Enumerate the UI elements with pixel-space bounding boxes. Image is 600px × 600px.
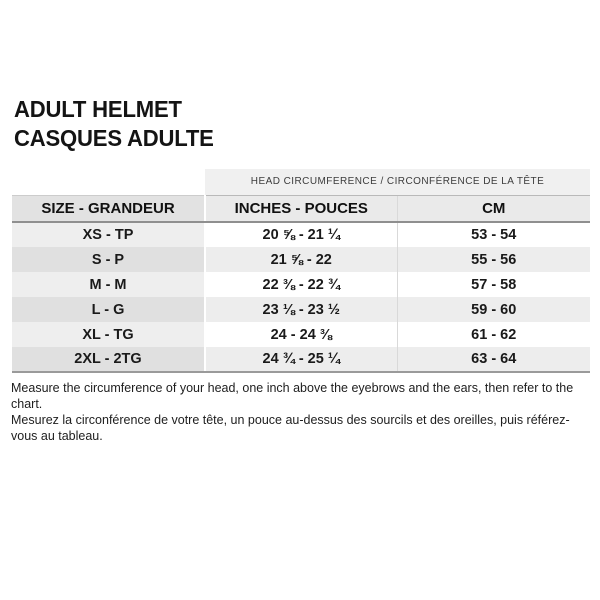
cm-value: 53 - 54 — [397, 222, 590, 247]
size-chart-table — [12, 169, 590, 373]
head-circumference-banner: HEAD CIRCUMFERENCE / CIRCONFÉRENCE DE LA TÊTE — [205, 169, 590, 195]
size-label: XS - TP — [12, 222, 205, 247]
cm-value: 59 - 60 — [397, 297, 590, 322]
table-row-s — [12, 247, 590, 272]
inches-value: 22 ⅜ - 22 ¾ — [205, 272, 397, 297]
size-label: S - P — [12, 247, 205, 272]
inches-value: 23 ⅛ - 23 ½ — [205, 297, 397, 322]
cm-value: 63 - 64 — [397, 347, 590, 372]
page-title-en: ADULT HELMET — [14, 96, 182, 122]
inches-value: 21 ⅝ - 22 — [205, 247, 397, 272]
instruction-en: Measure the circumference of your head, one inch above the eyebrows and the ears, then refer to the chart. — [11, 381, 574, 411]
table-row-m — [12, 272, 590, 297]
cm-value: 55 - 56 — [397, 247, 590, 272]
size-label: M - M — [12, 272, 205, 297]
inches-value: 24 ¾ - 25 ¼ — [205, 347, 397, 372]
inches-value: 20 ⅝ - 21 ¼ — [205, 222, 397, 247]
banner-spacer — [12, 169, 205, 195]
table-row-l — [12, 297, 590, 322]
table-row-2xl — [12, 347, 590, 372]
size-label: L - G — [12, 297, 205, 322]
table-row-xl — [12, 322, 590, 347]
measurement-instructions — [11, 380, 586, 444]
cm-column-header: CM — [397, 195, 590, 222]
size-label: XL - TG — [12, 322, 205, 347]
cm-value: 57 - 58 — [397, 272, 590, 297]
size-label: 2XL - 2TG — [12, 347, 205, 372]
cm-value: 61 - 62 — [397, 322, 590, 347]
page-title-fr: CASQUES ADULTE — [14, 125, 214, 151]
banner-row — [12, 169, 590, 195]
table-row-xs — [12, 222, 590, 247]
inches-column-header: INCHES - POUCES — [205, 195, 397, 222]
page-title — [14, 95, 600, 153]
inches-value: 24 - 24 ⅜ — [205, 322, 397, 347]
column-header-row — [12, 195, 590, 222]
instruction-fr: Mesurez la circonférence de votre tête, un pouce au-dessus des sourcils et des oreilles, puis référez-vous au tableau. — [11, 413, 570, 443]
size-column-header: SIZE - GRANDEUR — [12, 195, 205, 222]
